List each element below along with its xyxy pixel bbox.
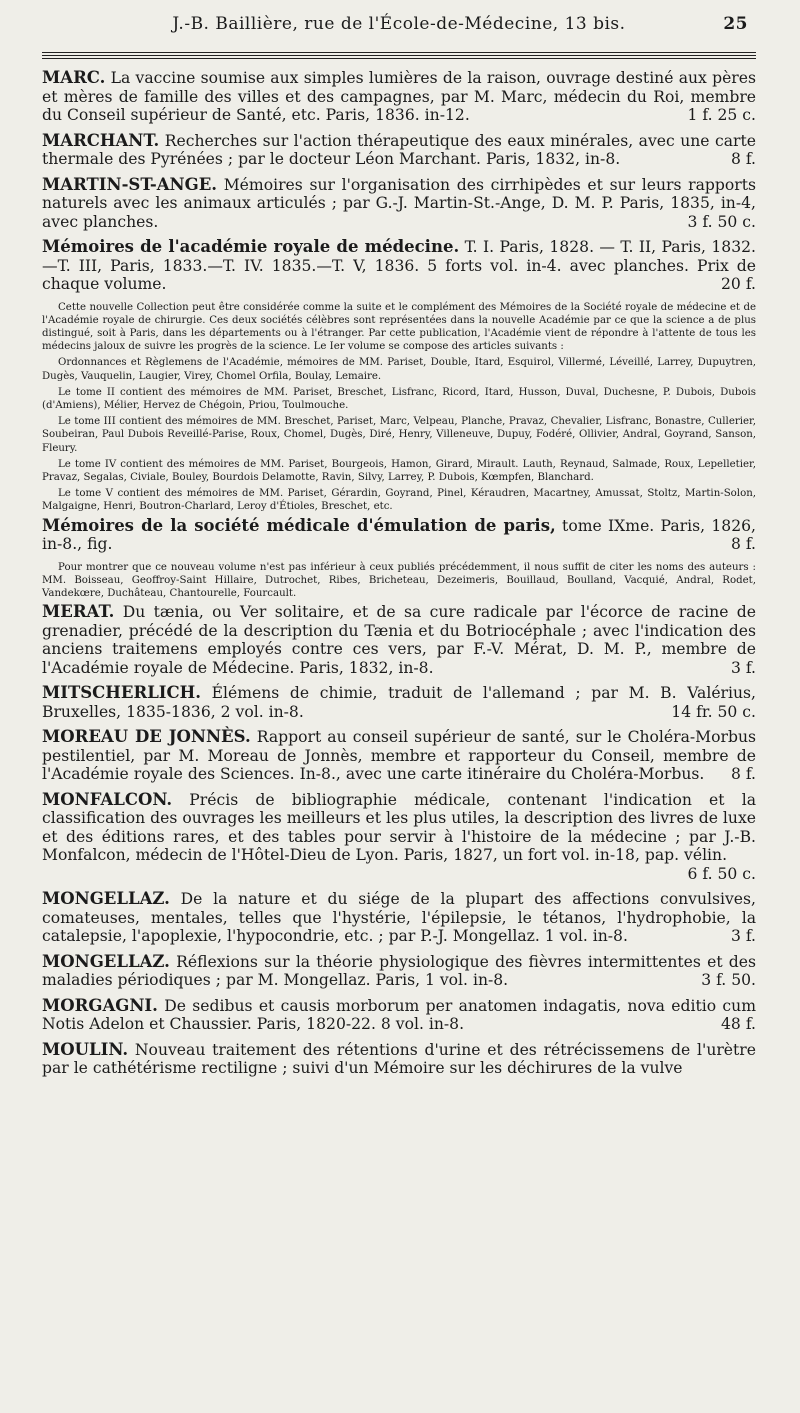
catalog-entry	[42, 997, 756, 1034]
catalog-entry	[42, 728, 756, 784]
publisher-line: J.-B. Baillière, rue de l'École-de-Médecine, 13 bis.	[172, 14, 626, 34]
academie-note: Ordonnances et Règlemens de l'Académie, mémoires de MM. Pariset, Double, Itard, Esquirol, Villermé, Léveillé, Larrey, Dupuytren, Dugès, Vauquelin, Laugier, Virey, Chomel Orfila, Boulay, Lemaire.	[42, 357, 756, 382]
catalog-entry	[42, 890, 756, 946]
entry-price: 3 f.	[730, 927, 756, 946]
academie-note: Le tome V contient des mémoires de MM. Pariset, Gérardin, Goyrand, Pinel, Kéraudren, Macartney, Amussat, Stoltz, Martin-Solon, Malgaigne, Henri, Boutron-Charlard, Leroy d'Étioles, Breschet, etc.	[42, 488, 756, 513]
entry-description: Recherches sur l'action thérapeutique des eaux minérales, avec une carte thermale des Pyrénées ; par le docteur Léon Marchant. Paris, 1832, in-8.	[42, 131, 756, 168]
entry-author: MITSCHERLICH.	[42, 683, 201, 703]
catalog-entry	[42, 176, 756, 232]
entry-price: 48 f.	[721, 1015, 756, 1034]
entry-price: 14 fr. 50 c.	[671, 702, 756, 721]
academie-note: Le tome II contient des mémoires de MM. Pariset, Breschet, Lisfranc, Ricord, Itard, Husson, Duval, Duchesne, P. Dubois, Dubois (d'Amiens), Mélier, Hervez de Chégoin, Priou, Toulmouche.	[42, 386, 756, 411]
entry-description: T. I. Paris, 1828. — T. II, Paris, 1832. —T. III, Paris, 1833.—T. IV. 1835.—T. V, 1836. 5 forts vol. in-4. avec planches. Prix de chaque volume.	[42, 238, 756, 293]
entry-price: 3 f. 50.	[701, 971, 756, 990]
running-head	[42, 14, 756, 40]
entry-description: Mémoires sur l'organisation des cirrhipèdes et sur leurs rapports naturels avec les animaux articulés ; par G.-J. Martin-St.-Ange, D. M. P. Paris, 1835, in-4, avec planches.	[42, 175, 756, 231]
entry-price: 8 f.	[730, 150, 756, 168]
entry-price: 6 f. 50 c.	[687, 864, 756, 883]
entry-description: Rapport au conseil supérieur de santé, sur le Choléra-Morbus pestilentiel, par M. Moreau de Jonnès, membre et rapporteur du Conseil, membre de l'Académie royale des Sciences. In-8., avec une carte itinéraire du Choléra-Morbus.	[42, 728, 757, 784]
entry-author: MOREAU DE JONNÈS.	[42, 727, 251, 747]
entry-description: tome IXme. Paris, 1826, in-8., fig.	[42, 516, 756, 554]
entry-price: 8 f.	[730, 765, 756, 784]
page-number: 25	[723, 14, 748, 34]
entry-description: De sedibus et causis morborum per anatomen indagatis, nova editio cum Notis Adelon et Chaussier. Paris, 1820-22. 8 vol. in-8.	[42, 996, 756, 1034]
entry-description: Précis de bibliographie médicale, contenant l'indication et la classification des ouvrages les meilleurs et les plus utiles, la description des livres de luxe et des éditions rares, et des tables pour servir à l'histoire de la médecine ; par J.-B. Monfalcon, médecin de l'Hôtel-Dieu de Lyon. Paris, 1827, un fort vol. in-18, pap. vélin.	[42, 790, 756, 865]
entry-price: 3 f.	[730, 658, 756, 677]
catalog-entry	[42, 517, 756, 554]
catalog-entry	[42, 953, 756, 990]
entry-author: MARC.	[42, 68, 106, 87]
entry-author: MARTIN-ST-ANGE.	[42, 174, 218, 194]
catalog-entry	[42, 603, 756, 677]
entry-price: 20 f.	[721, 275, 756, 293]
catalog-entry	[42, 132, 756, 169]
entry-author: MONGELLAZ.	[42, 951, 170, 971]
header-rule	[42, 52, 756, 59]
catalog-entry	[42, 69, 756, 125]
entry-description: Nouveau traitement des rétentions d'urine et des rétrécissemens de l'urètre par le cathétérisme rectiligne ; suivi d'un Mémoire sur les déchirures de la vulve	[42, 1040, 756, 1078]
emulation-note: Pour montrer que ce nouveau volume n'est pas inférieur à ceux publiés précédemment, il nous suffit de citer les noms des auteurs : MM. Boisseau, Geoffroy-Saint Hillaire, Dutrochet, Ribes, Bricheteau, Dezeimeris, Bouillaud, Boulland, Vacquié, Andral, Rodet, Vandekœre, Duchâteau, Chantourelle, Fourcault.	[42, 561, 756, 599]
catalog-entry	[42, 684, 756, 721]
entry-author: MARCHANT.	[42, 130, 160, 150]
entry-description: Élémens de chimie, traduit de l'allemand ; par M. B. Valérius, Bruxelles, 1835-1836, 2 vol. in-8.	[42, 684, 756, 721]
entry-description: De la nature et du siége de la plupart des affections convulsives, comateuses, mentales, telles que l'hystérie, l'épilepsie, le tétanos, l'hydrophobie, la catalepsie, l'apoplexie, l'hypocondrie, etc. ; par P.-J. Mongellaz. 1 vol. in-8.	[42, 890, 756, 946]
entry-price: 1 f. 25 c.	[687, 106, 756, 124]
catalog-entry	[42, 791, 756, 884]
entry-author: Mémoires de la société médicale d'émulation de paris,	[42, 515, 556, 535]
entry-description: Réflexions sur la théorie physiologique des fièvres intermittentes et des maladies périodiques ; par M. Mongellaz. Paris, 1 vol. in-8.	[42, 952, 756, 990]
entry-author: MONFALCON.	[42, 789, 173, 809]
entry-author: MERAT.	[42, 602, 115, 622]
academie-note: Cette nouvelle Collection peut être considérée comme la suite et le complément des Mémoires de la Société royale de médecine et de l'Académie royale de chirurgie. Ces deux sociétés célèbres sont représentées dans la nouvelle Académie par ce que la science a de plus distingué, soit à Paris, dans les départements ou à l'étranger. Par cette publication, l'Académie vient de répondre à l'attente de tous les médecins jaloux de suivre les progrès de la science. Le Ier volume se compose des articles suivants :	[42, 301, 756, 353]
entry-author: MORGAGNI.	[42, 995, 158, 1015]
entry-author: Mémoires de l'académie royale de médecine.	[42, 237, 460, 256]
entry-description: La vaccine soumise aux simples lumières de la raison, ouvrage destiné aux pères et mères de famille des villes et des campagnes, par M. Marc, médecin du Roi, membre du Conseil supérieur de Santé, etc. Paris, 1836. in-12.	[42, 69, 756, 124]
entry-description: Du tænia, ou Ver solitaire, et de sa cure radicale par l'écorce de racine de grenadier, précédé de la description du Tænia et du Botriocéphale ; avec l'indication des anciens traitemens employés contre ces vers, par F.-V. Mérat, D. M. P., membre de l'Académie royale de Médecine. Paris, 1832, in-8.	[42, 603, 756, 677]
catalog-entry	[42, 238, 756, 294]
academie-note: Le tome IV contient des mémoires de MM. Pariset, Bourgeois, Hamon, Girard, Mirault. Lauth, Reynaud, Salmade, Roux, Lepelletier, Pravaz, Segalas, Civiale, Bouley, Bourdois Delamotte, Ravin, Silvy, Larrey, P. Dubois, Kœmpfen, Blanchard.	[42, 458, 756, 483]
entry-author: MONGELLAZ.	[42, 889, 170, 909]
catalog-entry	[42, 1041, 756, 1078]
academie-note: Le tome III contient des mémoires de MM. Breschet, Pariset, Marc, Velpeau, Planche, Pravaz, Chevalier, Lisfranc, Bonastre, Cullerier, Soubeiran, Paul Dubois Reveillé-Parise, Roux, Chomel, Dugès, Diré, Henry, Villeneuve, Dupuy, Fodéré, Ollivier, Andral, Goyrand, Sanson, Fleury.	[42, 416, 756, 454]
entry-price: 8 f.	[730, 535, 756, 554]
entry-author: MOULIN.	[42, 1039, 129, 1059]
entry-price: 3 f. 50 c.	[687, 212, 756, 231]
